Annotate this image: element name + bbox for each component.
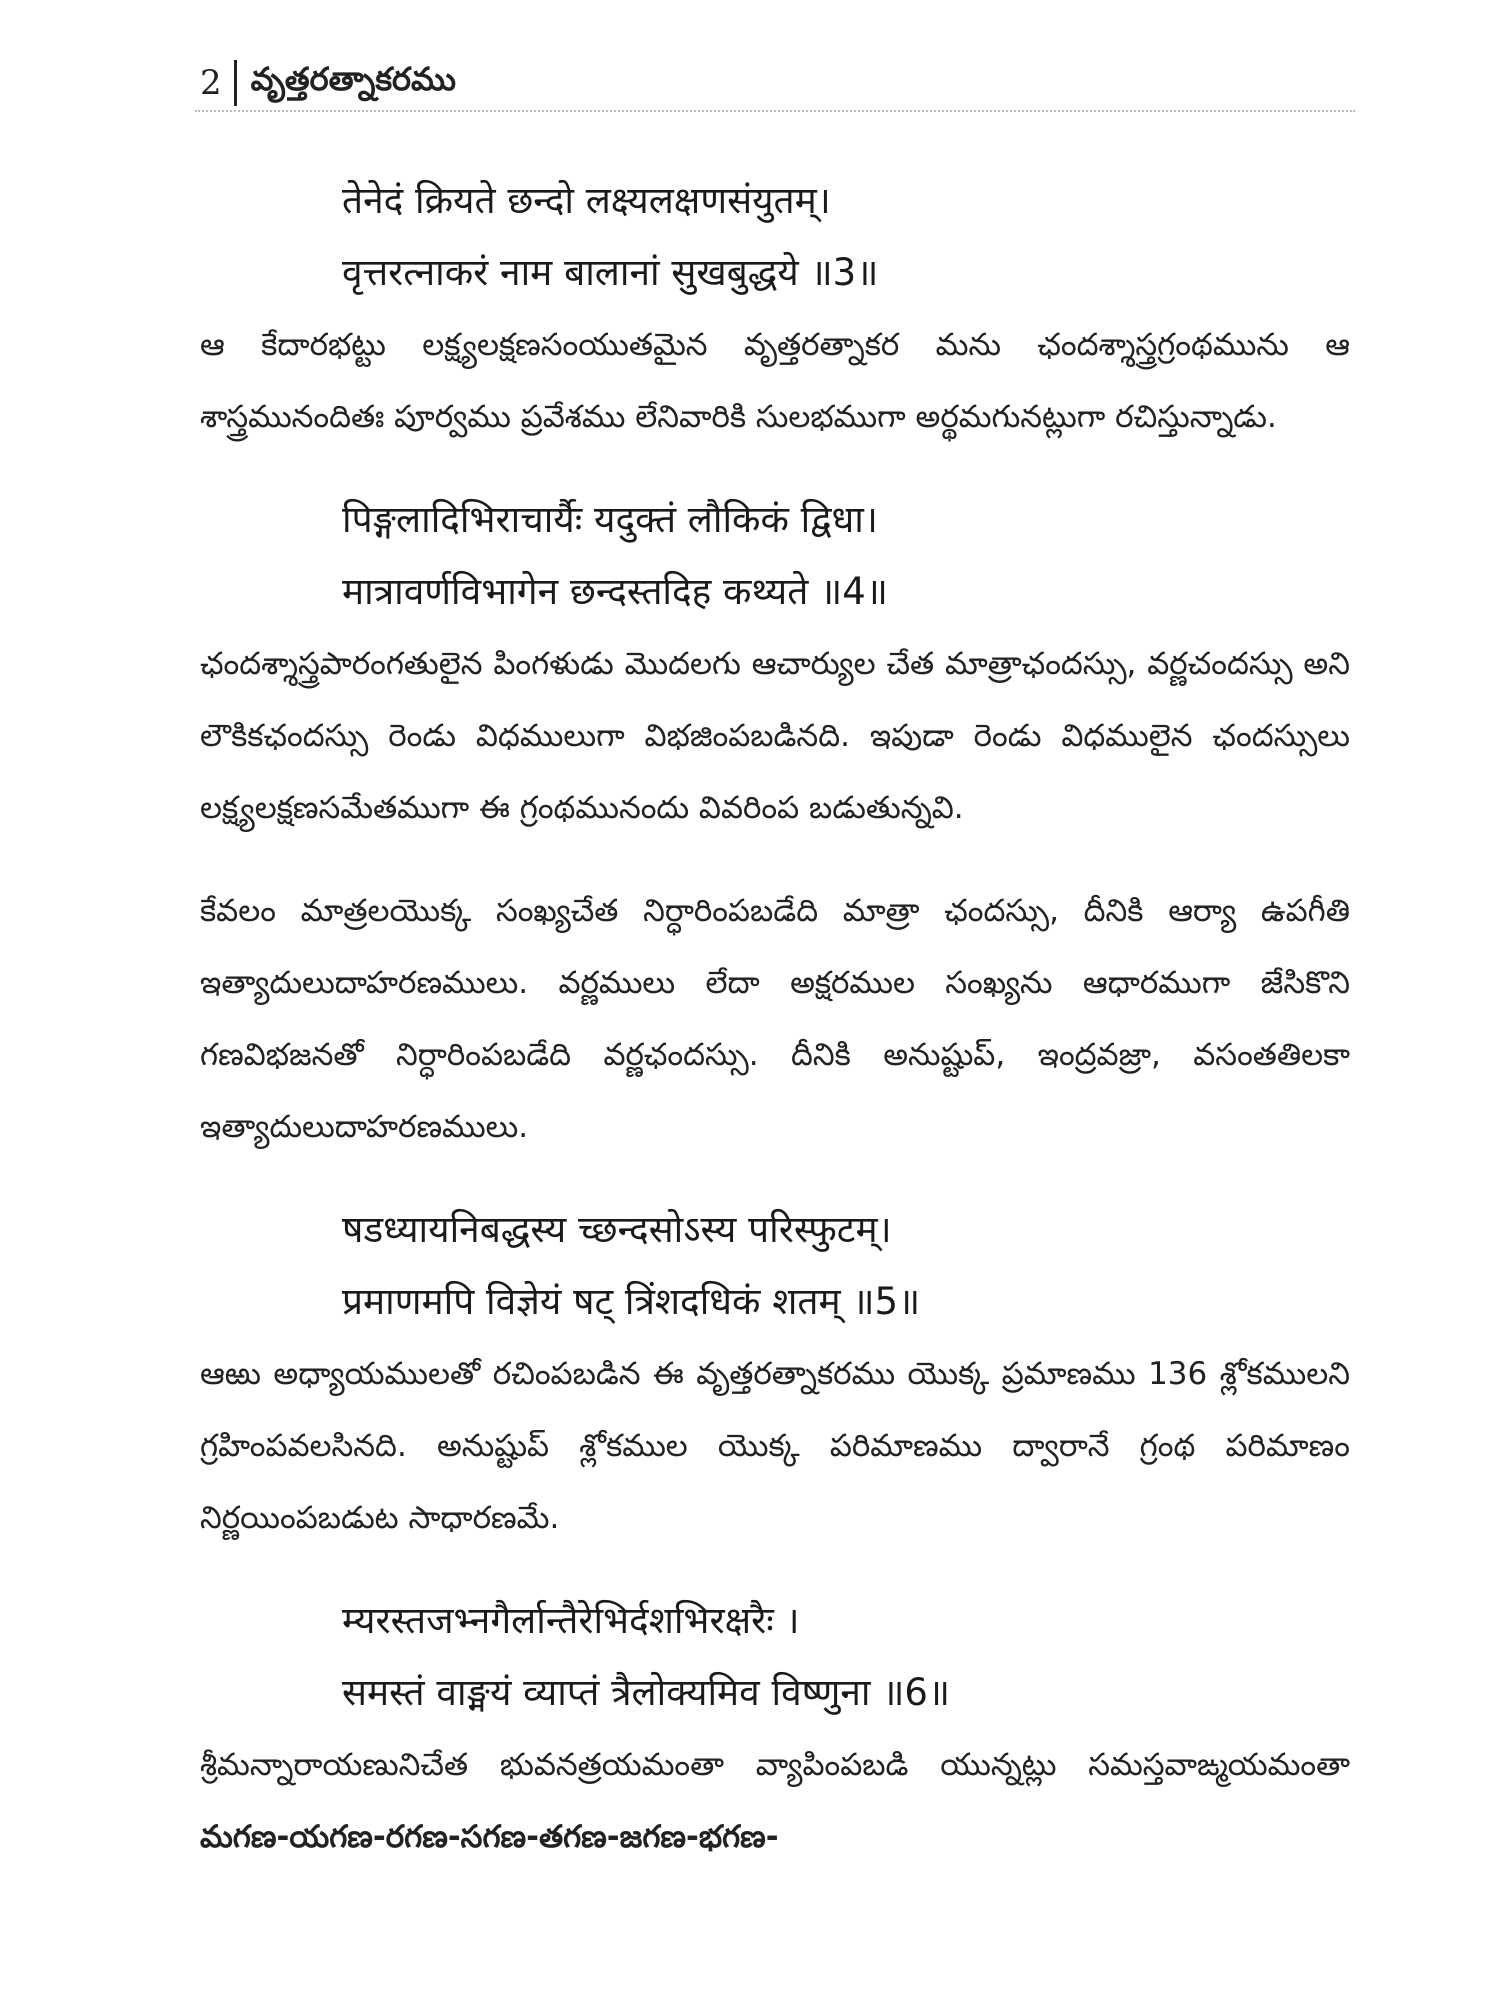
page-header — [200, 52, 1350, 114]
gana-list: మగణ-యగణ-రగణ-సగణ-తగణ-జగణ-భగణ- — [200, 1819, 779, 1855]
header-divider — [234, 60, 237, 106]
commentary-paragraph: కేవలం మాత్రలయొక్క సంఖ్యచేత నిర్ధారింపబడేది మాత్రా ఛందస్సు, దీనికి ఆర్యా ఉపగీతి ఇత్యాదులుదాహరణములు. వర్ణములు లేదా అక్షరముల సంఖ్యను ఆధారముగా జేసికొని గణవిభజనతో నిర్ధారింపబడేది వర్ణఛందస్సు. దీనికి అనుష్టుప్, ఇంద్రవజ్రా, వసంతతిలకా ఇత్యాదులుదాహరణములు. — [200, 893, 1350, 1145]
header-rule — [195, 110, 1355, 112]
verse-line: प्रमाणमपि विज्ञेयं षट् त्रिंशदधिकं शतम् ॥5॥ — [342, 1280, 921, 1323]
page-number: 2 — [200, 63, 222, 103]
commentary-paragraph: ఛందశ్శాస్త్రపారంగతులైన పింగళుడు మొదలగు ఆచార్యుల చేత మాత్రాఛందస్సు, వర్ణచందస్సు అని లౌకికఛందస్సు రెండు విధములుగా విభజింపబడినది. ఇపుడా రెండు విధములైన ఛందస్సులు లక్ష్యలక్షణసమేతముగా ఈ గ్రంథమునందు వివరింప బడుతున్నవి. — [200, 646, 1350, 826]
verse-line: पिङ्गलादिभिराचार्यैः यदुक्तं लौकिकं द्विधा। — [342, 498, 878, 541]
verse-line: वृत्तरत्नाकरं नाम बालानां सुखबुद्धये ॥3॥ — [342, 251, 879, 294]
verse-3 — [200, 165, 1350, 309]
running-title: వృత్తరత్నాకరము — [250, 60, 456, 98]
page-content — [200, 165, 1350, 1904]
verse-5 — [200, 1194, 1350, 1338]
commentary-paragraph: ఆఱు అధ్యాయములతో రచింపబడిన ఈ వృత్తరత్నాకరము యొక్క ప్రమాణము 136 శ్లోకములని గ్రహింపవలసినది. అనుష్టుప్ శ్లోకముల యొక్క పరిమాణము ద్వారానే గ్రంథ పరిమాణం నిర్ణయింపబడుట సాధారణమే. — [200, 1356, 1350, 1536]
verse-line: म्यरस्तजभ्नगैर्लान्तैरेभिर्दशभिरक्षरैः । — [342, 1599, 800, 1642]
verse-line: समस्तं वाङ्मयं व्याप्तं त्रैलोक्यमिव विष्णुना ॥6॥ — [342, 1671, 951, 1714]
verse-line: तेनेदं क्रियते छन्दो लक्ष्यलक्षणसंयुतम्। — [342, 179, 831, 222]
commentary-paragraph: ఆ కేదారభట్టు లక్ష్యలక్షణసంయుతమైన వృత్తరత్నాకర మను ఛందశ్శాస్త్రగ్రంథమును ఆ శాస్త్రమునందితః పూర్వము ప్రవేశము లేనివారికి సులభముగా అర్థమగునట్లుగా రచిస్తున్నాడు. — [200, 327, 1350, 435]
commentary-paragraph — [200, 1729, 1350, 1873]
verse-6 — [200, 1585, 1350, 1729]
paragraph-text: శ్రీమన్నారాయణునిచేత భువనత్రయమంతా వ్యాపింపబడి యున్నట్లు సమస్తవాఙ్మయమంతా — [200, 1747, 1350, 1783]
verse-line: मात्रावर्णविभागेन छन्दस्तदिह कथ्यते ॥4॥ — [342, 570, 888, 613]
verse-line: षडध्यायनिबद्धस्य च्छन्दसोऽस्य परिस्फुटम्। — [342, 1208, 892, 1251]
verse-4 — [200, 484, 1350, 628]
